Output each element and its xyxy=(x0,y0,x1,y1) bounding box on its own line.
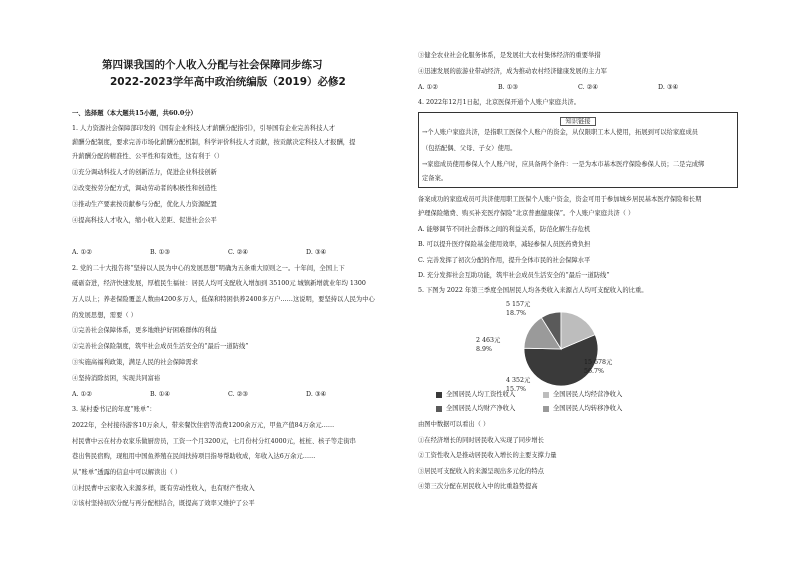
box-line-1: →个人账户家庭共济，是指职工医保个人账户的资金，从仅限职工本人使用，拓展到可以给家庭成员 xyxy=(422,129,699,136)
section-heading: 一、选择题（本大题共15小题，共60.0分） xyxy=(72,110,197,117)
q4-after-2: 护理保险缴费、购买补充医疗保险“北京普惠健康保”。个人账户家庭共济（ ） xyxy=(418,210,635,217)
knowledge-link-box xyxy=(418,112,738,188)
q3-option-c[interactable]: C. ②④ xyxy=(578,84,598,91)
q3-line-4: 从“账单”透露的信息中可以解读出（ ） xyxy=(72,469,182,476)
q2-stem-4: 的发展思想，需要（ ） xyxy=(72,312,137,319)
pie-percent-2: 15.7% xyxy=(506,386,527,393)
q1-option-d[interactable]: D. ③④ xyxy=(306,249,327,256)
q3-line-1: 2022年，全村接待游客10万余人，带来餐饮住宿等消费1200余万元，甲鱼产值84万余元…… xyxy=(72,422,335,429)
q4-option-a[interactable]: A. 能够调节不同社会群体之间的利益关系，防范化解生存危机 xyxy=(418,226,591,233)
q4-after-1: 备案成功的家庭成员可共济使用职工医保个人账户资金，资金可用于参加城乡居民基本医疗保险和长期 xyxy=(418,196,702,203)
pie-label-3: 5 157元 xyxy=(506,301,531,308)
q2-item-3: ③实施高福利政策，满足人民的社会保障需求 xyxy=(72,359,198,366)
q1-stem-2: 薪酬分配制度，要求完善市场化薪酬分配机制，科学评价科技人才贡献，按贡献决定科技人才报酬，提 xyxy=(72,139,356,146)
pie-label-0: 15 678元 xyxy=(584,359,613,366)
q2-option-b[interactable]: B. ①④ xyxy=(150,391,170,398)
box-line-2: （包括配偶、父母、子女）使用。 xyxy=(422,145,517,152)
pie-percent-3: 18.7% xyxy=(506,310,527,317)
q2-option-c[interactable]: C. ②③ xyxy=(228,391,248,398)
q3-line-2: 村民曹中云在村办农家乐做厨房员，工资一个月3200元，七月份村分红4000元，桩桩、核子等走街串 xyxy=(72,438,356,445)
q5-stem: 5. 下图为 2022 年第三季度全国居民人均各类收入来源占人均可支配收入的比重。 xyxy=(418,287,648,294)
q1-item-3: ③推动生产要素按贡献参与分配，优化人力资源配置 xyxy=(72,201,217,208)
q1-option-a[interactable]: A. ①② xyxy=(72,249,92,256)
legend-label-transfer: 全国居民人均转移净收入 xyxy=(553,405,623,412)
box-line-3: →家庭成员使用参保人个人账户时，应具备两个条件：一是为本市基本医疗保险参保人员；二是完成绑 xyxy=(422,161,705,168)
q3-stem: 3. 某村委书记的年度“账单”： xyxy=(72,406,156,413)
q1-stem-3: 升薪酬分配的精准性、公平性和有效性，这有利于（） xyxy=(72,153,224,160)
pie-label-1: 2 463元 xyxy=(476,337,501,344)
legend-swatch-wage xyxy=(436,392,442,398)
legend-label-property: 全国居民人均财产净收入 xyxy=(446,405,516,412)
q4-option-d[interactable]: D. 充分发挥社会互助功能，筑牢社会成员生活安全的“最后一道防线” xyxy=(418,272,610,279)
q3-item-3: ③健全农业社会化服务体系，是发展壮大农村集体经济的重要举措 xyxy=(418,52,601,59)
q5-after: 由图中数据可以看出（ ） xyxy=(418,421,490,428)
q4-stem: 4. 2022年12月1日起，北京医保开通个人账户家庭共济。 xyxy=(418,99,580,106)
q1-item-2: ②改变按劳分配方式，调动劳动者的积极性和创造性 xyxy=(72,185,217,192)
legend-swatch-transfer xyxy=(543,406,549,412)
q1-option-b[interactable]: B. ①③ xyxy=(150,249,170,256)
q3-line-3: 巷出售民宿购，现租用中国鱼养殖在民间扶持项目指导帮助收成，年收入达6万余元…… xyxy=(72,453,316,460)
q3-option-a[interactable]: A. ①② xyxy=(418,84,438,91)
legend-label-business: 全国居民人均经营净收入 xyxy=(553,391,623,398)
doc-title-line2: 2022-2023学年高中政治统编版（2019）必修2 xyxy=(110,76,346,88)
q3-item-2: ②该村坚持初次分配与再分配相结合，既提高了效率又维护了公平 xyxy=(72,500,255,507)
legend-swatch-property xyxy=(436,406,442,412)
q2-stem-2: 砥砺奋进，经济快速发展，厚植民生福祉：居民人均可支配收入增加到 35100元 城镇新增就业年均 1300 xyxy=(72,280,366,287)
doc-title-line1: 第四课我国的个人收入分配与社会保障同步练习 xyxy=(102,59,323,71)
pie-percent-0: 56.7% xyxy=(584,368,605,375)
q1-item-1: ①充分调动科技人才的创新活力，促进企业科技创新 xyxy=(72,169,217,176)
q2-stem-1: 2. 党的二十大报告将“坚持以人民为中心的发展思想”明确为五条重大原则之一。十年间，全国上下 xyxy=(72,265,345,272)
q5-item-2: ②工资性收入是推动居民收入增长的主要支撑力量 xyxy=(418,452,557,459)
q3-option-b[interactable]: B. ①③ xyxy=(498,84,518,91)
q5-item-3: ③居民可支配收入的来源呈现出多元化的特点 xyxy=(418,468,544,475)
income-pie-chart xyxy=(418,298,736,418)
q2-item-4: ④坚持消除贫困，实现共同富裕 xyxy=(72,375,161,382)
q3-item-4: ④迅速发展的旅游业带动经济，成为推动农村经济健康发展的主力军 xyxy=(418,68,607,75)
q2-option-a[interactable]: A. ①② xyxy=(72,391,92,398)
q5-item-4: ④第三次分配在居民收入中的比重趋势提高 xyxy=(418,483,538,490)
q2-option-d[interactable]: D. ③④ xyxy=(306,391,327,398)
knowledge-link-title: 知识链接 xyxy=(560,117,595,126)
q5-item-1: ①在经济增长的同时居民收入实现了同步增长 xyxy=(418,437,544,444)
q3-item-1: ①村民曹中云家收入来源多样，既有劳动性收入，也有财产性收入 xyxy=(72,485,255,492)
box-line-4: 定备案。 xyxy=(422,175,448,182)
legend-swatch-business xyxy=(543,392,549,398)
q1-stem-1: 1. 人力资源社会保障部印发的《国有企业科技人才薪酬分配指引》，引导国有企业完善科技人才 xyxy=(72,125,336,132)
q2-item-2: ②完善社会保险制度，筑牢社会成员生活安全的“最后一道防线” xyxy=(72,343,249,350)
q2-item-1: ①完善社会保障体系，更多地维护好困难群体的利益 xyxy=(72,327,217,334)
q2-stem-3: 万人以上；养老保险覆盖人数由4200多万人，低保和特困供养2400多万户……这说明，要坚持以人民为中心 xyxy=(72,296,375,303)
pie-label-2: 4 352元 xyxy=(506,377,531,384)
pie-percent-1: 8.9% xyxy=(476,346,492,353)
q4-option-c[interactable]: C. 完善发挥了初次分配的作用，提升全体市民的社会保障水平 xyxy=(418,257,591,264)
q4-option-b[interactable]: B. 可以提升医疗保险基金使用效率，减轻参保人员医药费负担 xyxy=(418,241,591,248)
q1-item-4: ④提高科技人才收入，缩小收入差距、促进社会公平 xyxy=(72,217,217,224)
q3-option-d[interactable]: D. ③④ xyxy=(658,84,679,91)
legend-label-wage: 全国居民人均工资性收入 xyxy=(446,391,516,398)
q1-option-c[interactable]: C. ②④ xyxy=(228,249,248,256)
